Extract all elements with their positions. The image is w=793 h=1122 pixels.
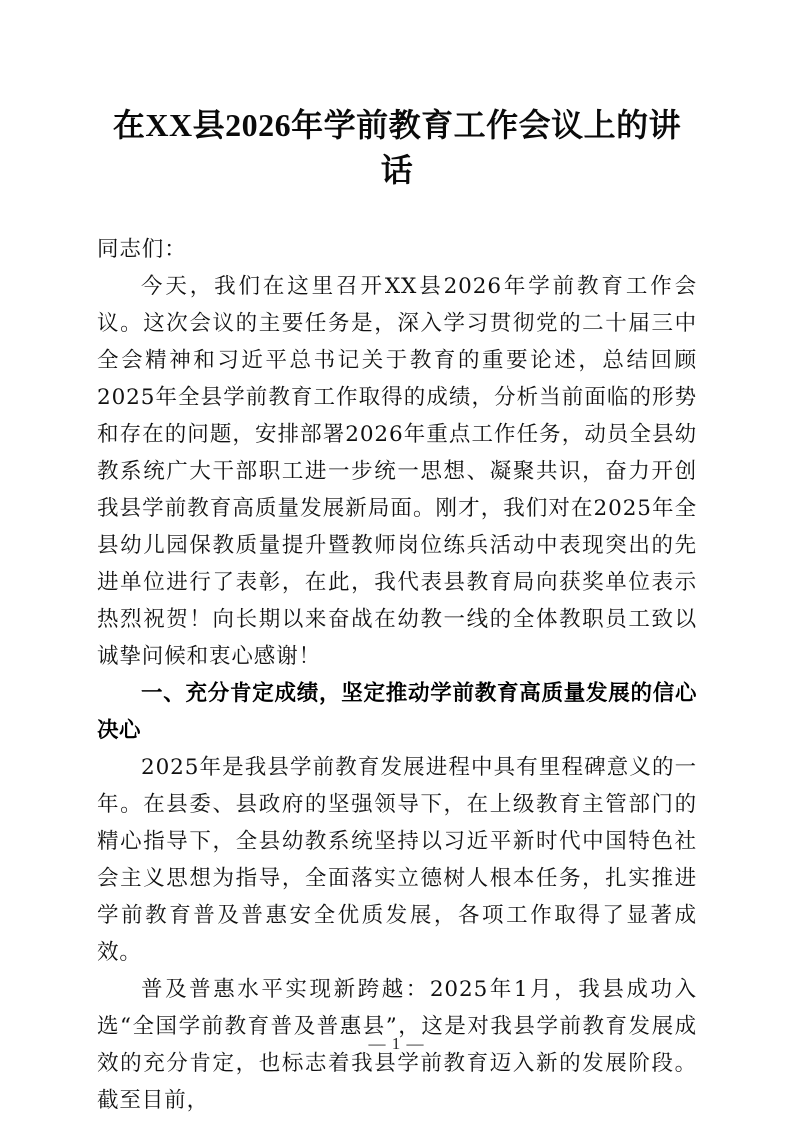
paragraph-achievements-overview: 2025年是我县学前教育发展进程中具有里程碑意义的一年。在县委、县政府的坚强领导下，在上级教育主管部门的精心指导下，全县幼教系统坚持以习近平新时代中国特色社会主义思想为指导，全面落实立德树人根本任务，扎实推进学前教育普及普惠安全优质发展，各项工作取得了显著成效。 <box>97 755 697 965</box>
page-number-footer: — 1 — <box>368 1034 425 1053</box>
paragraph-opening: 今天，我们在这里召开XX县2026年学前教育工作会议。这次会议的主要任务是，深入学习贯彻党的二十届三中全会精神和习近平总书记关于教育的重要论述，总结回顾2025年全县学前教育工作取得的成绩，分析当前面临的形势和存在的问题，安排部署2026年重点工作任务，动员全县幼教系统广大干部职工进一步统一思想、凝聚共识，奋力开创我县学前教育高质量发展新局面。刚才，我们对在2025年全县幼儿园保教质量提升暨教师岗位练兵活动中表现突出的先进单位进行了表彰，在此，我代表县教育局向获奖单位表示热烈祝贺！向长期以来奋战在幼教一线的全体教职员工致以诚挚问候和衷心感谢！ <box>97 274 697 669</box>
paragraph-universal-coverage: 普及普惠水平实现新跨越：2025年1月，我县成功入选“全国学前教育普及普惠县”，这是对我县学前教育发展成效的充分肯定，也标志着我县学前教育迈入新的发展阶段。截至目前， <box>97 977 697 1113</box>
document-content <box>97 0 697 1119</box>
page-title: 在XX县2026年学前教育工作会议上的讲话 <box>112 107 682 188</box>
section-heading-one: 一、充分肯定成绩，坚定推动学前教育高质量发展的信心决心 <box>97 681 697 742</box>
salutation-line: 同志们： <box>97 237 187 262</box>
